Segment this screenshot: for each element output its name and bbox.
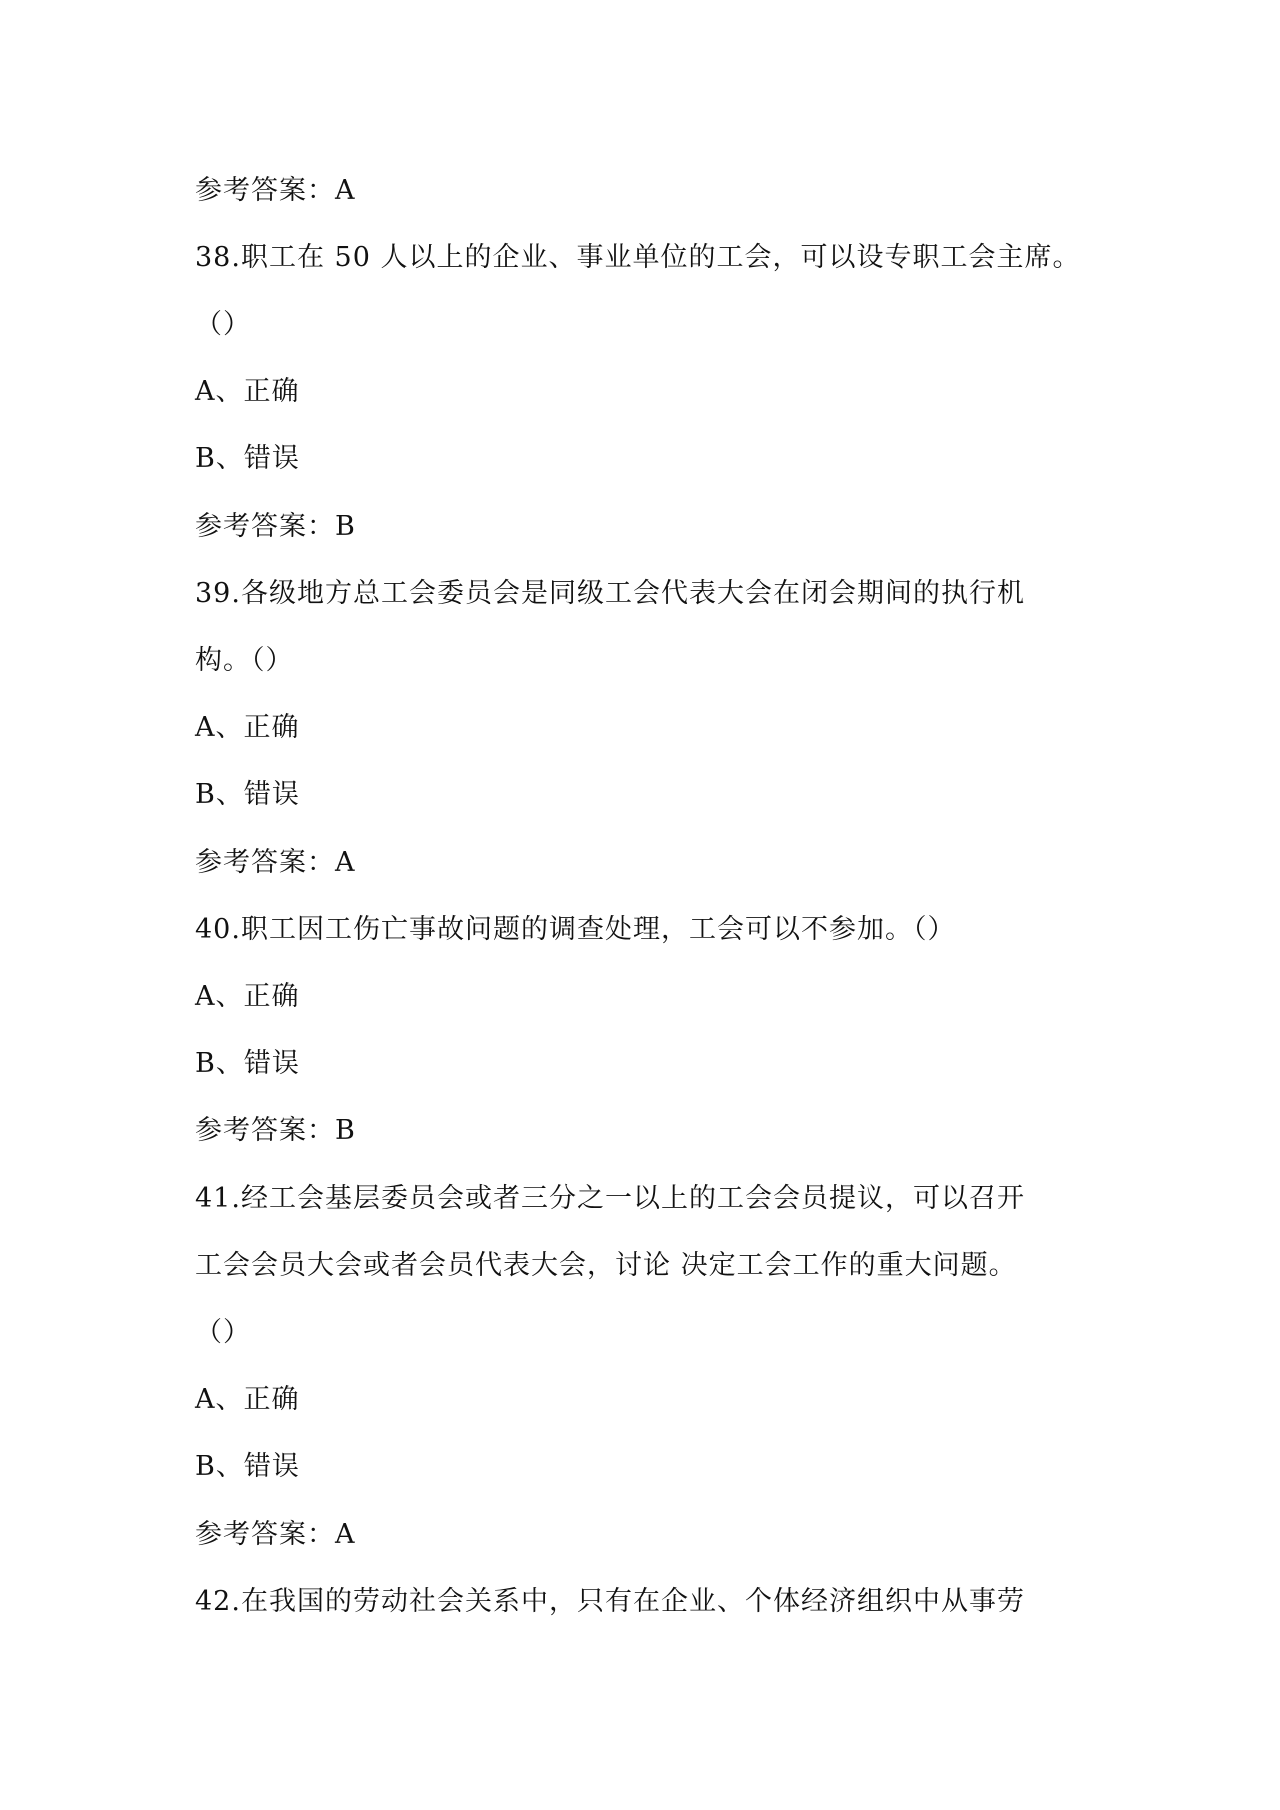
option-38-b: B、错误 [195, 443, 300, 474]
question-41-line-3: （） [195, 1317, 251, 1348]
answer-39: 参考答案：A [195, 847, 356, 878]
option-39-a: A、正确 [195, 712, 300, 743]
answer-40: 参考答案：B [195, 1115, 356, 1146]
question-39-line-1: 39.各级地方总工会委员会是同级工会代表大会在闭会期间的执行机 [195, 578, 1025, 609]
answer-38: 参考答案：B [195, 511, 356, 542]
question-39-line-2: 构。（） [195, 645, 294, 676]
question-38-line-1: 38.职工在 50 人以上的企业、事业单位的工会，可以设专职工会主席。 [195, 242, 1081, 273]
question-41-line-1: 41.经工会基层委员会或者三分之一以上的工会会员提议，可以召开 [195, 1183, 1025, 1214]
question-38-line-2: （） [195, 309, 251, 340]
option-40-a: A、正确 [195, 981, 300, 1012]
question-40-line-1: 40.职工因工伤亡事故问题的调查处理，工会可以不参加。（） [195, 914, 956, 945]
answer-37: 参考答案：A [195, 175, 356, 206]
option-38-a: A、正确 [195, 376, 300, 407]
answer-41: 参考答案：A [195, 1519, 356, 1550]
option-41-b: B、错误 [195, 1451, 300, 1482]
question-41-line-2: 工会会员大会或者会员代表大会，讨论 决定工会工作的重大问题。 [195, 1250, 1017, 1281]
option-41-a: A、正确 [195, 1384, 300, 1415]
option-39-b: B、错误 [195, 779, 300, 810]
option-40-b: B、错误 [195, 1048, 300, 1079]
question-42-line-1: 42.在我国的劳动社会关系中，只有在企业、个体经济组织中从事劳 [195, 1586, 1025, 1617]
